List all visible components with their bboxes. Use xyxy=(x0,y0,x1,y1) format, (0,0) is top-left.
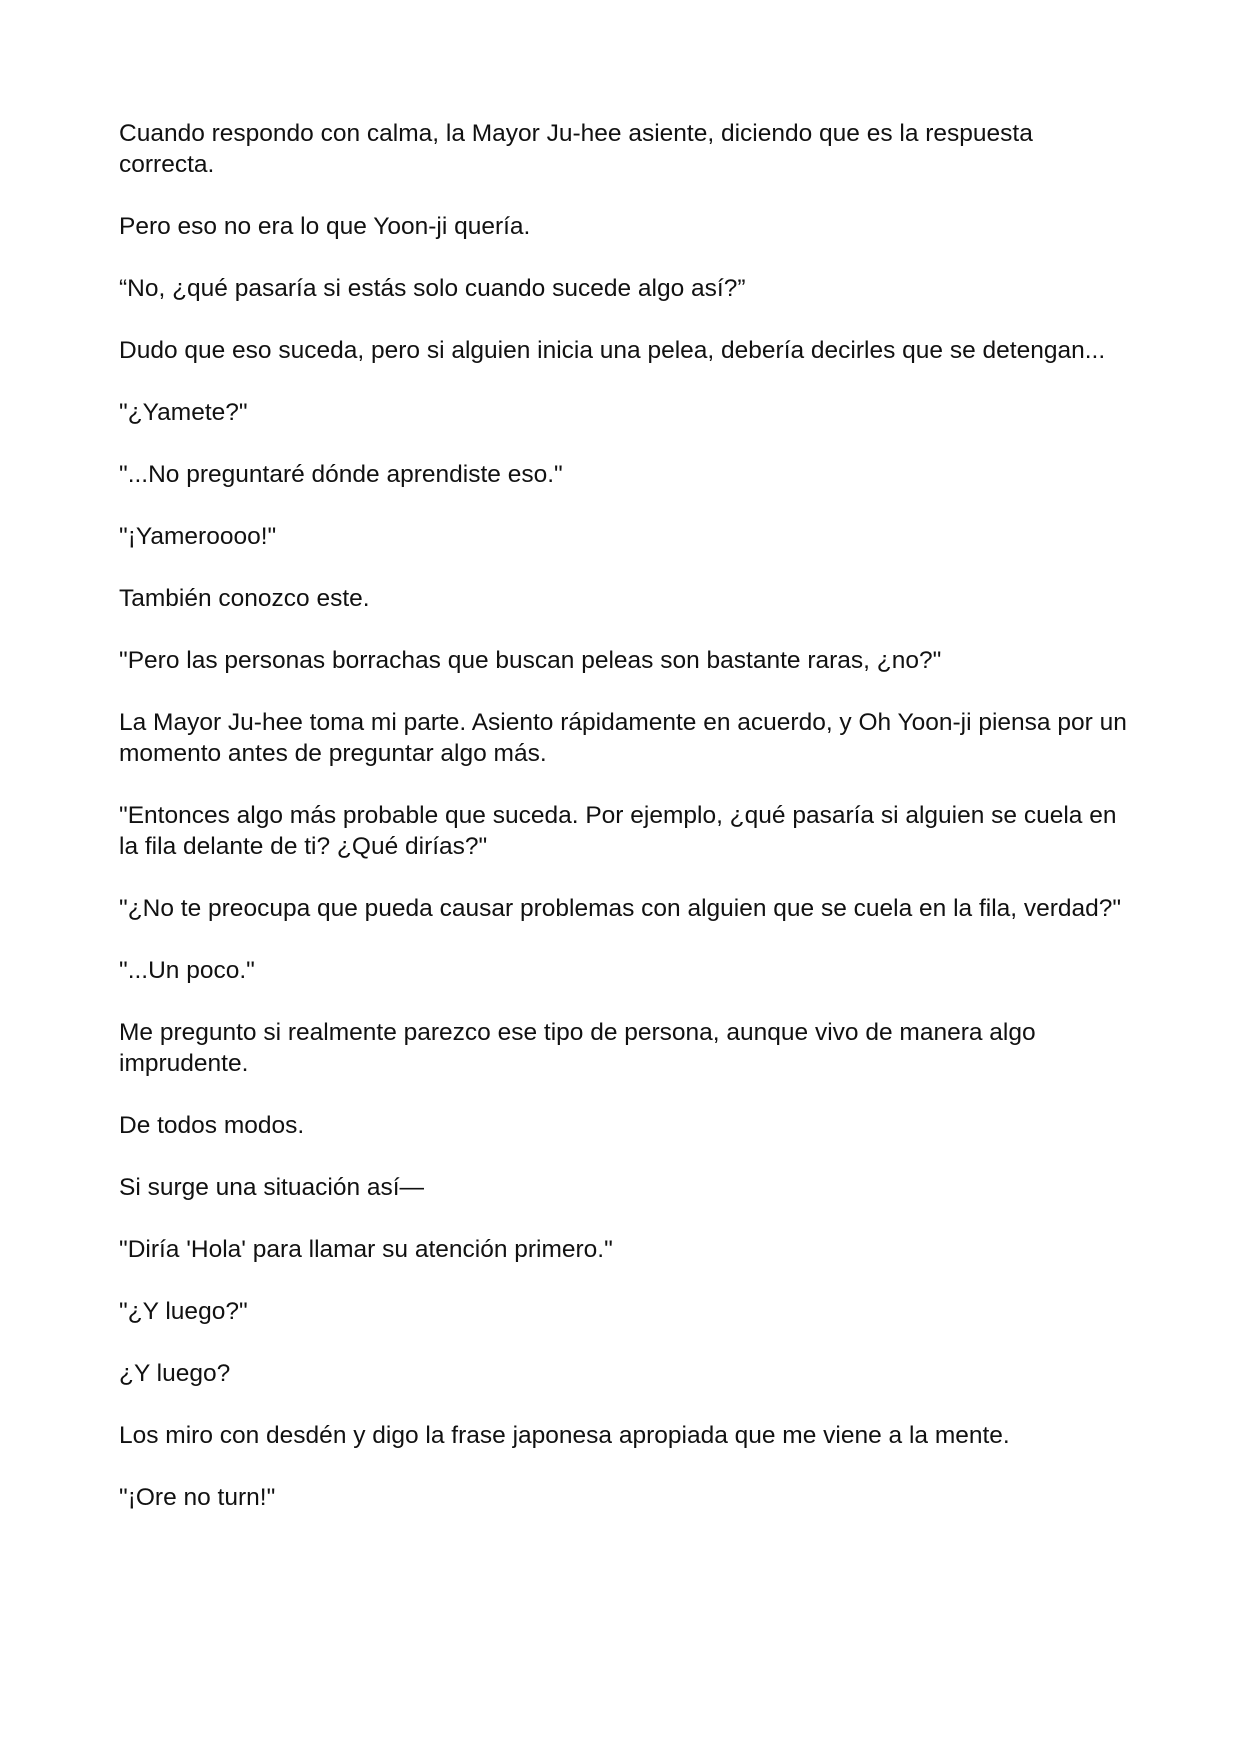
paragraph: "Pero las personas borrachas que buscan peleas son bastante raras, ¿no?" xyxy=(119,647,942,674)
paragraph: "¿Y luego?" xyxy=(119,1298,248,1325)
paragraph: “No, ¿qué pasaría si estás solo cuando sucede algo así?” xyxy=(119,275,746,302)
paragraph: Pero eso no era lo que Yoon-ji quería. xyxy=(119,213,531,240)
paragraph: "¡Yameroooo!" xyxy=(119,523,277,550)
paragraph: "Entonces algo más probable que suceda. Por ejemplo, ¿qué pasaría si alguien se cuela en la fila delante de ti? ¿Qué dirías?" xyxy=(119,802,1117,860)
document-body xyxy=(119,118,1129,1544)
paragraph: También conozco este. xyxy=(119,585,370,612)
paragraph: Dudo que eso suceda, pero si alguien inicia una pelea, debería decirles que se detengan... xyxy=(119,337,1106,364)
paragraph: Los miro con desdén y digo la frase japonesa apropiada que me viene a la mente. xyxy=(119,1422,1010,1449)
paragraph: Me pregunto si realmente parezco ese tipo de persona, aunque vivo de manera algo imprudente. xyxy=(119,1019,1036,1077)
paragraph: De todos modos. xyxy=(119,1112,305,1139)
paragraph: La Mayor Ju-hee toma mi parte. Asiento rápidamente en acuerdo, y Oh Yoon-ji piensa por un momento antes de preguntar algo más. xyxy=(119,709,1127,767)
paragraph: Si surge una situación así— xyxy=(119,1174,425,1201)
paragraph: "Diría 'Hola' para llamar su atención primero." xyxy=(119,1236,613,1263)
paragraph: "¡Ore no turn!" xyxy=(119,1484,276,1511)
paragraph: ¿Y luego? xyxy=(119,1360,231,1387)
paragraph: "...No preguntaré dónde aprendiste eso." xyxy=(119,461,563,488)
paragraph: "¿No te preocupa que pueda causar problemas con alguien que se cuela en la fila, verdad?" xyxy=(119,895,1122,922)
paragraph: Cuando respondo con calma, la Mayor Ju-hee asiente, diciendo que es la respuesta correcta. xyxy=(119,120,1033,178)
paragraph: "¿Yamete?" xyxy=(119,399,248,426)
paragraph: "...Un poco." xyxy=(119,957,255,984)
